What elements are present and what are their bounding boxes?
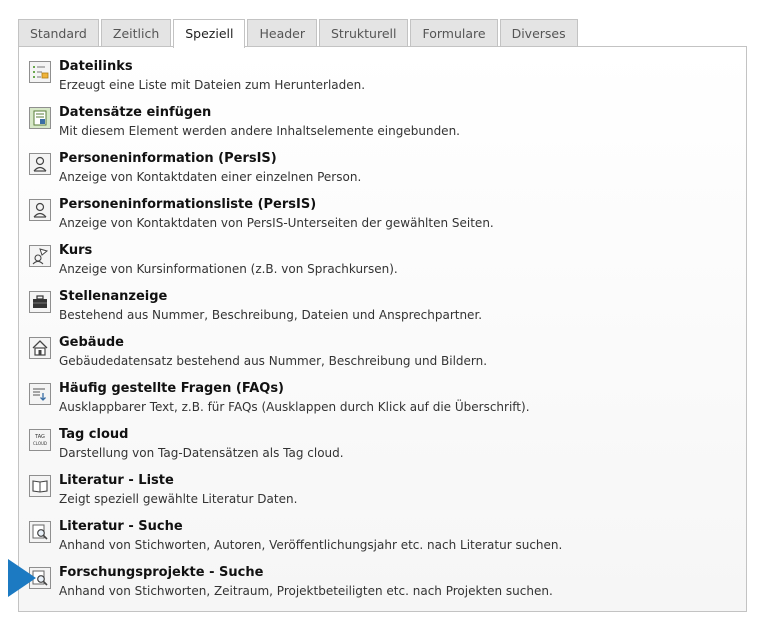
tab-standard[interactable]: Standard: [18, 19, 99, 47]
element-item-kurs[interactable]: [29, 243, 729, 289]
file-list-icon: [29, 61, 51, 83]
element-item-stellenanzeige[interactable]: [29, 289, 729, 335]
element-description: Darstellung von Tag-Datensätzen als Tag cloud.: [59, 446, 344, 460]
element-title: Dateilinks: [59, 59, 133, 74]
element-title: Gebäude: [59, 335, 124, 350]
element-description: Anzeige von Kontaktdaten von PersIS-Unterseiten der gewählten Seiten.: [59, 216, 494, 230]
tab-strukturell[interactable]: Strukturell: [319, 19, 408, 47]
content-element-panel: [18, 46, 747, 612]
element-title: Stellenanzeige: [59, 289, 168, 304]
element-item-forschungsprojekte-suche[interactable]: [29, 565, 729, 611]
element-description: Anhand von Stichworten, Autoren, Veröffentlichungsjahr etc. nach Literatur suchen.: [59, 538, 563, 552]
person-icon: [29, 153, 51, 175]
element-item-gebaeude[interactable]: [29, 335, 729, 381]
literature-search-icon: [29, 521, 51, 543]
element-item-personeninformationsliste[interactable]: [29, 197, 729, 243]
faq-icon: [29, 383, 51, 405]
tab-formulare[interactable]: Formulare: [410, 19, 497, 47]
element-description: Erzeugt eine Liste mit Dateien zum Herunterladen.: [59, 78, 366, 92]
element-item-tag-cloud[interactable]: [29, 427, 729, 473]
element-title: Personeninformationsliste (PersIS): [59, 197, 317, 212]
tab-header[interactable]: Header: [247, 19, 317, 47]
element-description: Anzeige von Kursinformationen (z.B. von Sprachkursen).: [59, 262, 398, 276]
element-description: Bestehend aus Nummer, Beschreibung, Dateien und Ansprechpartner.: [59, 308, 483, 322]
element-title: Literatur - Liste: [59, 473, 174, 488]
svg-text:CLOUD: CLOUD: [32, 441, 48, 446]
element-item-literatur-liste[interactable]: [29, 473, 729, 519]
insert-records-icon: [29, 107, 51, 129]
element-title: Literatur - Suche: [59, 519, 183, 534]
element-description: Mit diesem Element werden andere Inhaltselemente eingebunden.: [59, 124, 460, 138]
element-item-faqs[interactable]: [29, 381, 729, 427]
tab-speziell[interactable]: Speziell: [173, 19, 245, 48]
element-item-datensaetze-einfuegen[interactable]: [29, 105, 729, 151]
element-title: Tag cloud: [59, 427, 129, 442]
element-item-personeninformation[interactable]: [29, 151, 729, 197]
element-description: Anzeige von Kontaktdaten einer einzelnen Person.: [59, 170, 362, 184]
tab-diverses[interactable]: Diverses: [500, 19, 578, 47]
person-list-icon: [29, 199, 51, 221]
tag-cloud-icon: [29, 429, 51, 451]
highlight-pointer-arrow: [8, 559, 36, 597]
element-title: Häufig gestellte Fragen (FAQs): [59, 381, 284, 396]
element-title: Datensätze einfügen: [59, 105, 212, 120]
book-icon: [29, 475, 51, 497]
element-description: Zeigt speziell gewählte Literatur Daten.: [59, 492, 298, 506]
svg-text:TAG: TAG: [35, 434, 45, 440]
building-icon: [29, 337, 51, 359]
element-item-literatur-suche[interactable]: [29, 519, 729, 565]
element-item-dateilinks[interactable]: [29, 59, 729, 105]
element-description: Ausklappbarer Text, z.B. für FAQs (Ausklappen durch Klick auf die Überschrift).: [59, 400, 530, 414]
content-element-tabs: [18, 19, 580, 47]
course-icon: [29, 245, 51, 267]
element-title: Forschungsprojekte - Suche: [59, 565, 264, 580]
element-description: Anhand von Stichworten, Zeitraum, Projektbeteiligten etc. nach Projekten suchen.: [59, 584, 553, 598]
element-title: Kurs: [59, 243, 93, 258]
element-title: Personeninformation (PersIS): [59, 151, 277, 166]
briefcase-icon: [29, 291, 51, 313]
tab-zeitlich[interactable]: Zeitlich: [101, 19, 171, 47]
element-description: Gebäudedatensatz bestehend aus Nummer, Beschreibung und Bildern.: [59, 354, 488, 368]
